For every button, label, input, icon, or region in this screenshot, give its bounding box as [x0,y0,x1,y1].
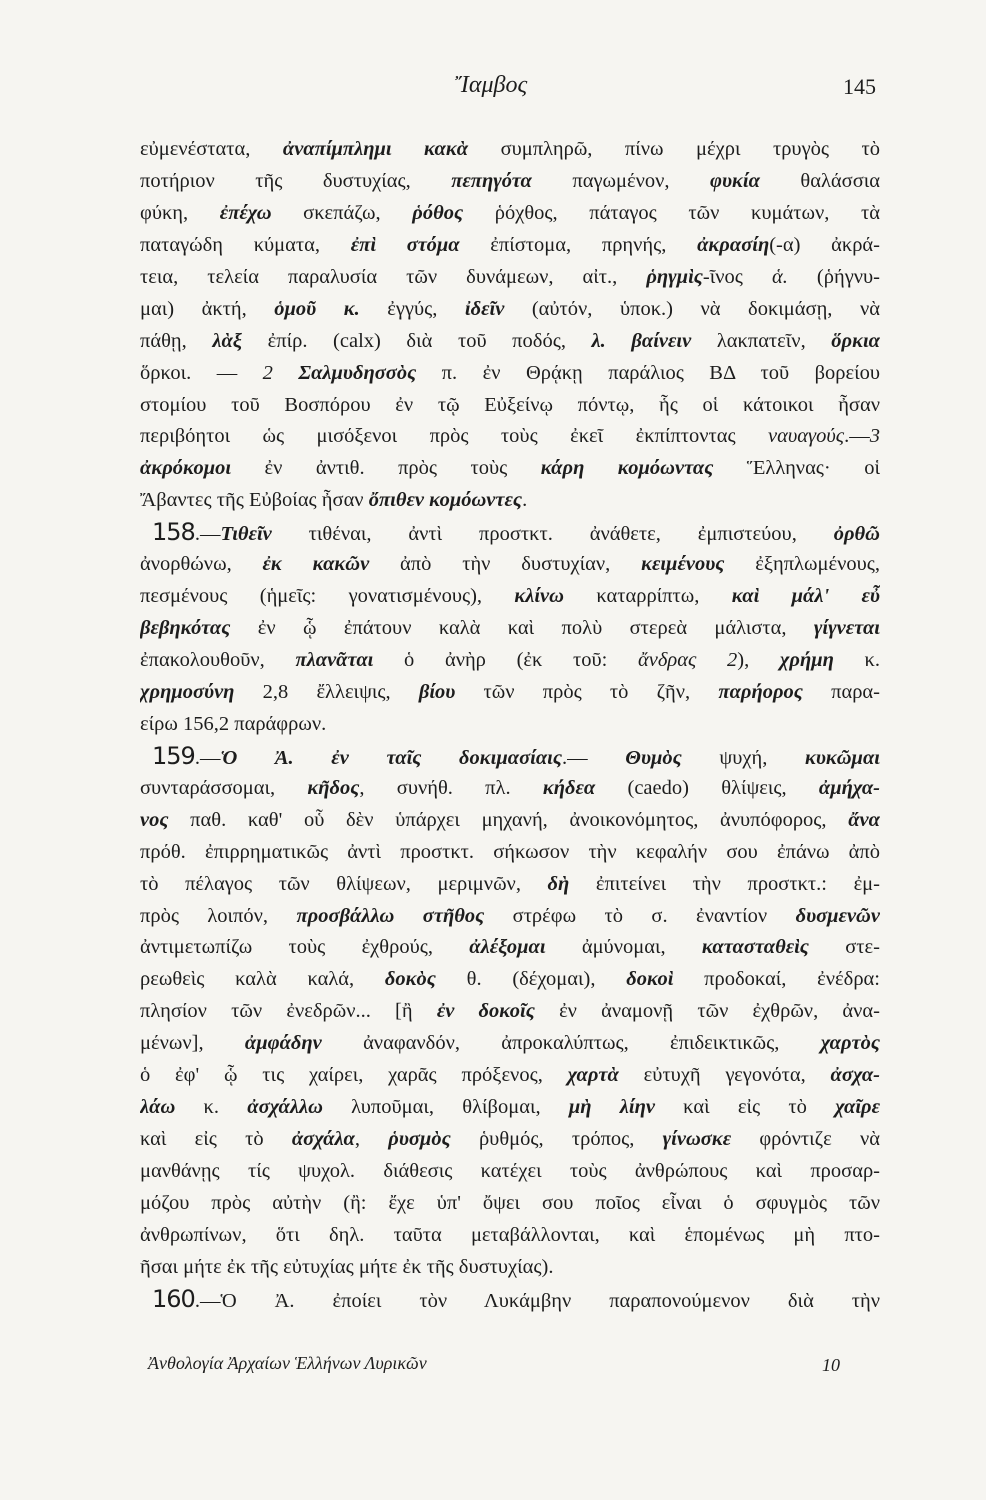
text-run: θαλάσσια [759,169,880,192]
text-run: συμπληρῶ, πίνω μέχρι τρυγὸς τὸ [468,138,880,160]
lemma-term: ἀσχάλα [291,1128,355,1151]
text-run: στε- [808,936,880,959]
text-run: Ἕλληνας· οἱ [713,457,880,480]
text-line [140,677,880,709]
text-run: λακπατεῖν, [691,329,832,352]
lemma-term: πεπηγότα [451,169,532,192]
text-line [140,837,880,869]
lemma-term: ὄπιθεν κομόωντες [368,489,523,512]
lemma-term: ἀλέξομαι [469,936,546,959]
text-run: ἐπιτείνει τὴν προστκτ.: ἐμ- [569,872,880,895]
text-run: (caedo) θλίψεις, [595,776,819,799]
text-line [140,773,880,805]
text-line [140,517,880,549]
lemma-term: χαρτὸς [820,1032,880,1055]
italic-text: ἄνδρας 2 [638,649,738,671]
text-run: .— [562,746,626,769]
text-run: ἀντιμετωπίζω τοὺς ἐχθρούς, [140,936,470,959]
text-line [140,134,880,166]
lemma-term: μὴ λίην [568,1096,655,1119]
lemma-term: πλανᾶται [295,649,374,671]
text-run: ἐπίστομα, πρηνής, [459,233,698,256]
commentary-body [140,134,880,1316]
text-run: πρὸς λοιπόν, [140,904,297,927]
text-run: περιβόητοι ὡς μισόξενοι πρὸς τοὺς ἐκεῖ ἐκπίπτοντας [140,425,769,448]
text-run: ἀνορθώνω, [140,553,263,576]
text-line [140,613,880,645]
lemma-term: ῥηγμὶς [646,265,703,288]
lemma-term: λὰξ [212,329,243,352]
lemma-term: δυσμενῶν [795,904,880,927]
lemma-term: ἐπέχω [219,201,272,224]
text-line [140,741,880,773]
text-run: σκεπάζω, [271,201,413,224]
lemma-term: νος [140,808,169,831]
text-run: .— [194,523,221,546]
footer-book-title: Ἀνθολογία Ἀρχαίων Ἑλλήνων Λυρικῶν [148,1353,427,1373]
lemma-term: κάρη κομόωντας [540,457,714,480]
text-line [140,964,880,996]
lemma-term: δὴ [547,872,570,895]
lemma-term: κατασταθεὶς [701,936,809,959]
lemma-term: γίνωσκε [662,1128,732,1151]
text-run: ῥόχθος, πάταγος τῶν κυμάτων, τὰ [463,201,880,224]
text-run: ἐπίρ. (calx) διὰ τοῦ ποδός, [242,329,592,352]
text-line [140,1188,880,1220]
text-line [140,326,880,358]
text-line [140,230,880,262]
lemma-term: προσβάλλω στῆθος [296,904,485,927]
lemma-term: ἀμήχα- [818,776,880,799]
text-run: ἐν ἀναμονῇ τῶν ἐχθρῶν, ἀνα- [534,1000,880,1023]
running-header [0,72,986,108]
lemma-term: λάω [140,1096,176,1119]
entry-number: 160 [152,1284,195,1313]
text-run: φρόντιζε νὰ [731,1128,880,1151]
text-line [140,262,880,294]
text-run: ἀμύνομαι, [545,936,702,959]
text-run: ἀναφανδόν, ἀπροκαλύπτως, ἐπιδεικτικῶς, [321,1032,821,1055]
text-run: λυποῦμαι, θλίβομαι, [322,1096,569,1119]
text-run: καὶ εἰς τὸ [654,1096,836,1119]
text-run: παγωμένον, [531,169,710,192]
text-run: τὸ πέλαγος τῶν θλίψεων, μεριμνῶν, [140,872,548,895]
lemma-term: κλίνω [514,585,564,608]
text-run: ἐπακολουθοῦν, [140,649,296,671]
lemma-term: ῥόθος [412,201,464,224]
text-line [140,166,880,198]
text-run [273,362,298,384]
text-line [140,453,880,485]
text-run: ποτήριον τῆς δυστυχίας, [140,169,452,192]
text-line [140,581,880,613]
text-run: παθ. καθ' οὗ δὲν ὑπάρχει μηχανή, ἀνοικονόμητος, ἀνυπόφορος, [168,808,849,831]
text-line [140,1220,880,1252]
lemma-term: λ. [591,329,606,352]
text-line [140,932,880,964]
text-line [140,485,880,517]
lemma-term: κήδεα [542,776,596,799]
lemma-term: ὁμοῦ κ. [274,297,360,320]
text-run: πλησίον τῶν ἐνεδρῶν... [ἢ [140,1000,437,1023]
page-number: 145 [843,74,876,99]
text-run: π. ἐν Θρᾴκῃ παράλιος ΒΔ τοῦ βορείου [416,361,880,384]
lemma-term: βεβηκότας [140,617,231,640]
text-line [140,1156,880,1188]
text-run: πάθῃ, [140,329,213,352]
text-run [606,330,632,352]
lemma-term: ἀναπίμπλημι κακὰ [282,138,469,160]
text-run: ἐξηπλωμένους, [724,553,880,576]
lemma-term: Ὁ Ἀ. ἐν ταῖς δοκιμασίαις [220,746,563,769]
text-run: πεσμένους (ἡμεῖς: γονατισμένους), [140,585,515,608]
text-run: τεια, τελεία παραλυσία τῶν δυνάμεων, αἰτ., [140,265,647,288]
text-run: καὶ εἰς τὸ [140,1128,292,1151]
lemma-term: κυκῶμαι [804,746,880,769]
lemma-term: χρήμη [779,649,834,671]
text-run: μανθάνῃς τίς ψυχολ. διάθεσις κατέχει τοὺς ἀνθρώπους καὶ προσαρ- [140,1160,880,1182]
text-line [140,901,880,933]
text-line [140,996,880,1028]
text-run: ὁ ἀνὴρ (ἐκ τοῦ: [373,649,639,671]
text-run: , συνήθ. πλ. [359,776,543,799]
lemma-term: Τιθεῖν [220,523,272,546]
text-line [140,709,880,741]
lemma-term: χαῖρε [835,1096,880,1119]
italic-text: 3 [869,425,880,448]
text-run: ψυχή, [681,746,805,769]
text-run: .—Ὁ Ἀ. ἐποίει τὸν Λυκάμβην παραπονούμενον διὰ τὴν [194,1289,880,1312]
lemma-term: φυκία [709,169,760,192]
text-line [140,1252,880,1284]
text-run: κ. [833,649,880,671]
text-line [140,1092,880,1124]
text-run: πρόθ. ἐπιρρηματικῶς ἀντὶ προστκτ. σήκωσον τὴν κεφαλήν σου ἐπάνω ἀπὸ [140,840,880,863]
text-run: (αὐτόν, ὑποκ.) νὰ δοκιμάσῃ, νὰ [504,297,880,320]
text-run: . [522,489,528,512]
text-run: ἐν ἀντιθ. πρὸς τοὺς [231,457,541,480]
text-run: , [354,1128,389,1151]
lemma-term: ἄνα [848,808,880,831]
text-run: καταρρίπτω, [564,585,732,608]
entry-number: 158 [152,518,195,547]
italic-text: 2 [262,361,273,384]
running-title: Ἴαμβος [455,72,528,98]
text-run: εὐτυχῆ γεγονότα, [618,1064,831,1087]
text-line [140,421,880,453]
lemma-term: ἀμφάδην [244,1032,322,1055]
lemma-term: βίου [418,680,456,703]
lemma-term: ἀκρόκομοι [140,457,232,480]
italic-text: ναυαγούς [768,425,845,448]
text-run: προδοκαί, ἐνέδρα: [673,968,880,991]
lemma-term: ἀσχάλλω [247,1096,323,1119]
text-run: ), [737,649,780,671]
text-run: παταγώδη κύματα, [140,233,351,256]
lemma-term: ὅρκια [831,329,880,352]
lemma-term: γίγνεται [813,617,880,640]
text-line [140,1060,880,1092]
lemma-term: Σαλμυδησσὸς [298,361,417,384]
text-run: ῆσαι μήτε ἐκ τῆς εὐτυχίας μήτε ἐκ τῆς δυστυχίας). [140,1255,554,1278]
lemma-term: χρημοσύνη [140,680,235,703]
lemma-term: δοκοὶ [626,968,674,991]
lemma-term: βαίνειν [631,329,692,352]
text-run: μόζου πρὸς αὐτὴν (ἢ: ἔχε ὑπ' ὄψει σου ποῖος εἶναι ὁ σφυγμὸς τῶν [140,1191,880,1214]
text-run: μαι) ἀκτή, [140,297,275,320]
text-run: κ. [175,1096,248,1119]
text-line [140,1028,880,1060]
lemma-term: κῆδος [307,776,360,799]
text-run: ὅρκοι. — [140,361,263,384]
text-run: στομίου τοῦ Βοσπόρου ἐν τῷ Εὐξείνῳ πόντῳ, ἧς οἱ κάτοικοι ἦσαν [140,393,880,416]
lemma-term: ἐν δοκοῖς [436,1000,535,1023]
text-run: παρα- [802,680,880,703]
lemma-term: ἀκρασίη [697,233,770,256]
text-line [140,358,880,390]
text-run: συνταράσσομαι, [140,776,308,799]
text-run: -ῖνος [702,265,772,288]
text-run: ῥυθμός, τρόπος, [450,1128,663,1151]
text-run: τῶν πρὸς τὸ ζῆν, [455,680,719,703]
text-run: φύκη, [140,201,220,224]
text-run: ἀπὸ τὴν δυστυχίαν, [369,553,642,576]
text-run: (ῥήγνυ- [787,265,880,288]
lemma-term: ῥυσμὸς [388,1128,451,1151]
lemma-term: ἐκ κακῶν [262,553,370,576]
lemma-term: ὀρθῶ [833,523,880,546]
text-run: είρω 156,2 παράφρων. [140,712,327,735]
text-run: στρέφω τὸ σ. ἐναντίον [484,904,796,927]
text-line [140,1124,880,1156]
text-line [140,805,880,837]
lemma-term: παρήορος [718,680,803,703]
text-line [140,294,880,326]
text-run: .— [844,425,870,448]
lemma-term: ἐπὶ στόμα [350,233,460,256]
text-line [140,869,880,901]
text-run: ὁ ἐφ' ᾧ τις χαίρει, χαρᾶς πρόξενος, [140,1064,568,1087]
text-line [140,198,880,230]
text-run: ἐγγύς, [359,297,465,320]
text-run: 2,8 ἔλλειψις, [234,680,419,703]
text-run: τιθέναι, ἀντὶ προστκτ. ἀνάθετε, ἐμπιστεύου, [271,523,834,546]
text-run: θ. (δέχομαι), [435,968,627,991]
text-run: ἀνθρωπίνων, ὅτι δηλ. ταῦτα μεταβάλλονται, καὶ ἑπομένως μὴ πτο- [140,1223,880,1246]
text-run: μένων], [140,1032,245,1055]
text-run: εὐμενέστατα, [140,138,283,160]
text-run: ρεωθεὶς καλὰ καλά, [140,968,385,991]
text-run: (-α) ἀκρά- [769,233,880,256]
text-line [140,549,880,581]
lemma-term: καὶ μάλ' εὖ [731,585,880,608]
lemma-term: Θυμὸς [625,746,682,769]
text-run: .— [194,746,221,769]
lemma-term: χαρτὰ [567,1064,619,1087]
signature-mark: 10 [822,1355,840,1375]
text-line [140,1284,880,1316]
lemma-term: ἰδεῖν [464,297,505,320]
text-line [140,645,880,677]
lemma-term: δοκὸς [384,968,436,991]
text-line [140,390,880,422]
page-footer [140,1353,840,1381]
text-run: ἐν ᾧ ἐπάτουν καλὰ καὶ πολὺ στερεὰ μάλιστα, [230,617,814,640]
text-run: Ἄβαντες τῆς Εὐβοίας ἦσαν [140,489,369,512]
italic-text: ἁ. [771,265,788,288]
lemma-term: κειμένους [641,553,725,576]
entry-number: 159 [152,741,195,770]
lemma-term: ἀσχα- [830,1064,880,1087]
